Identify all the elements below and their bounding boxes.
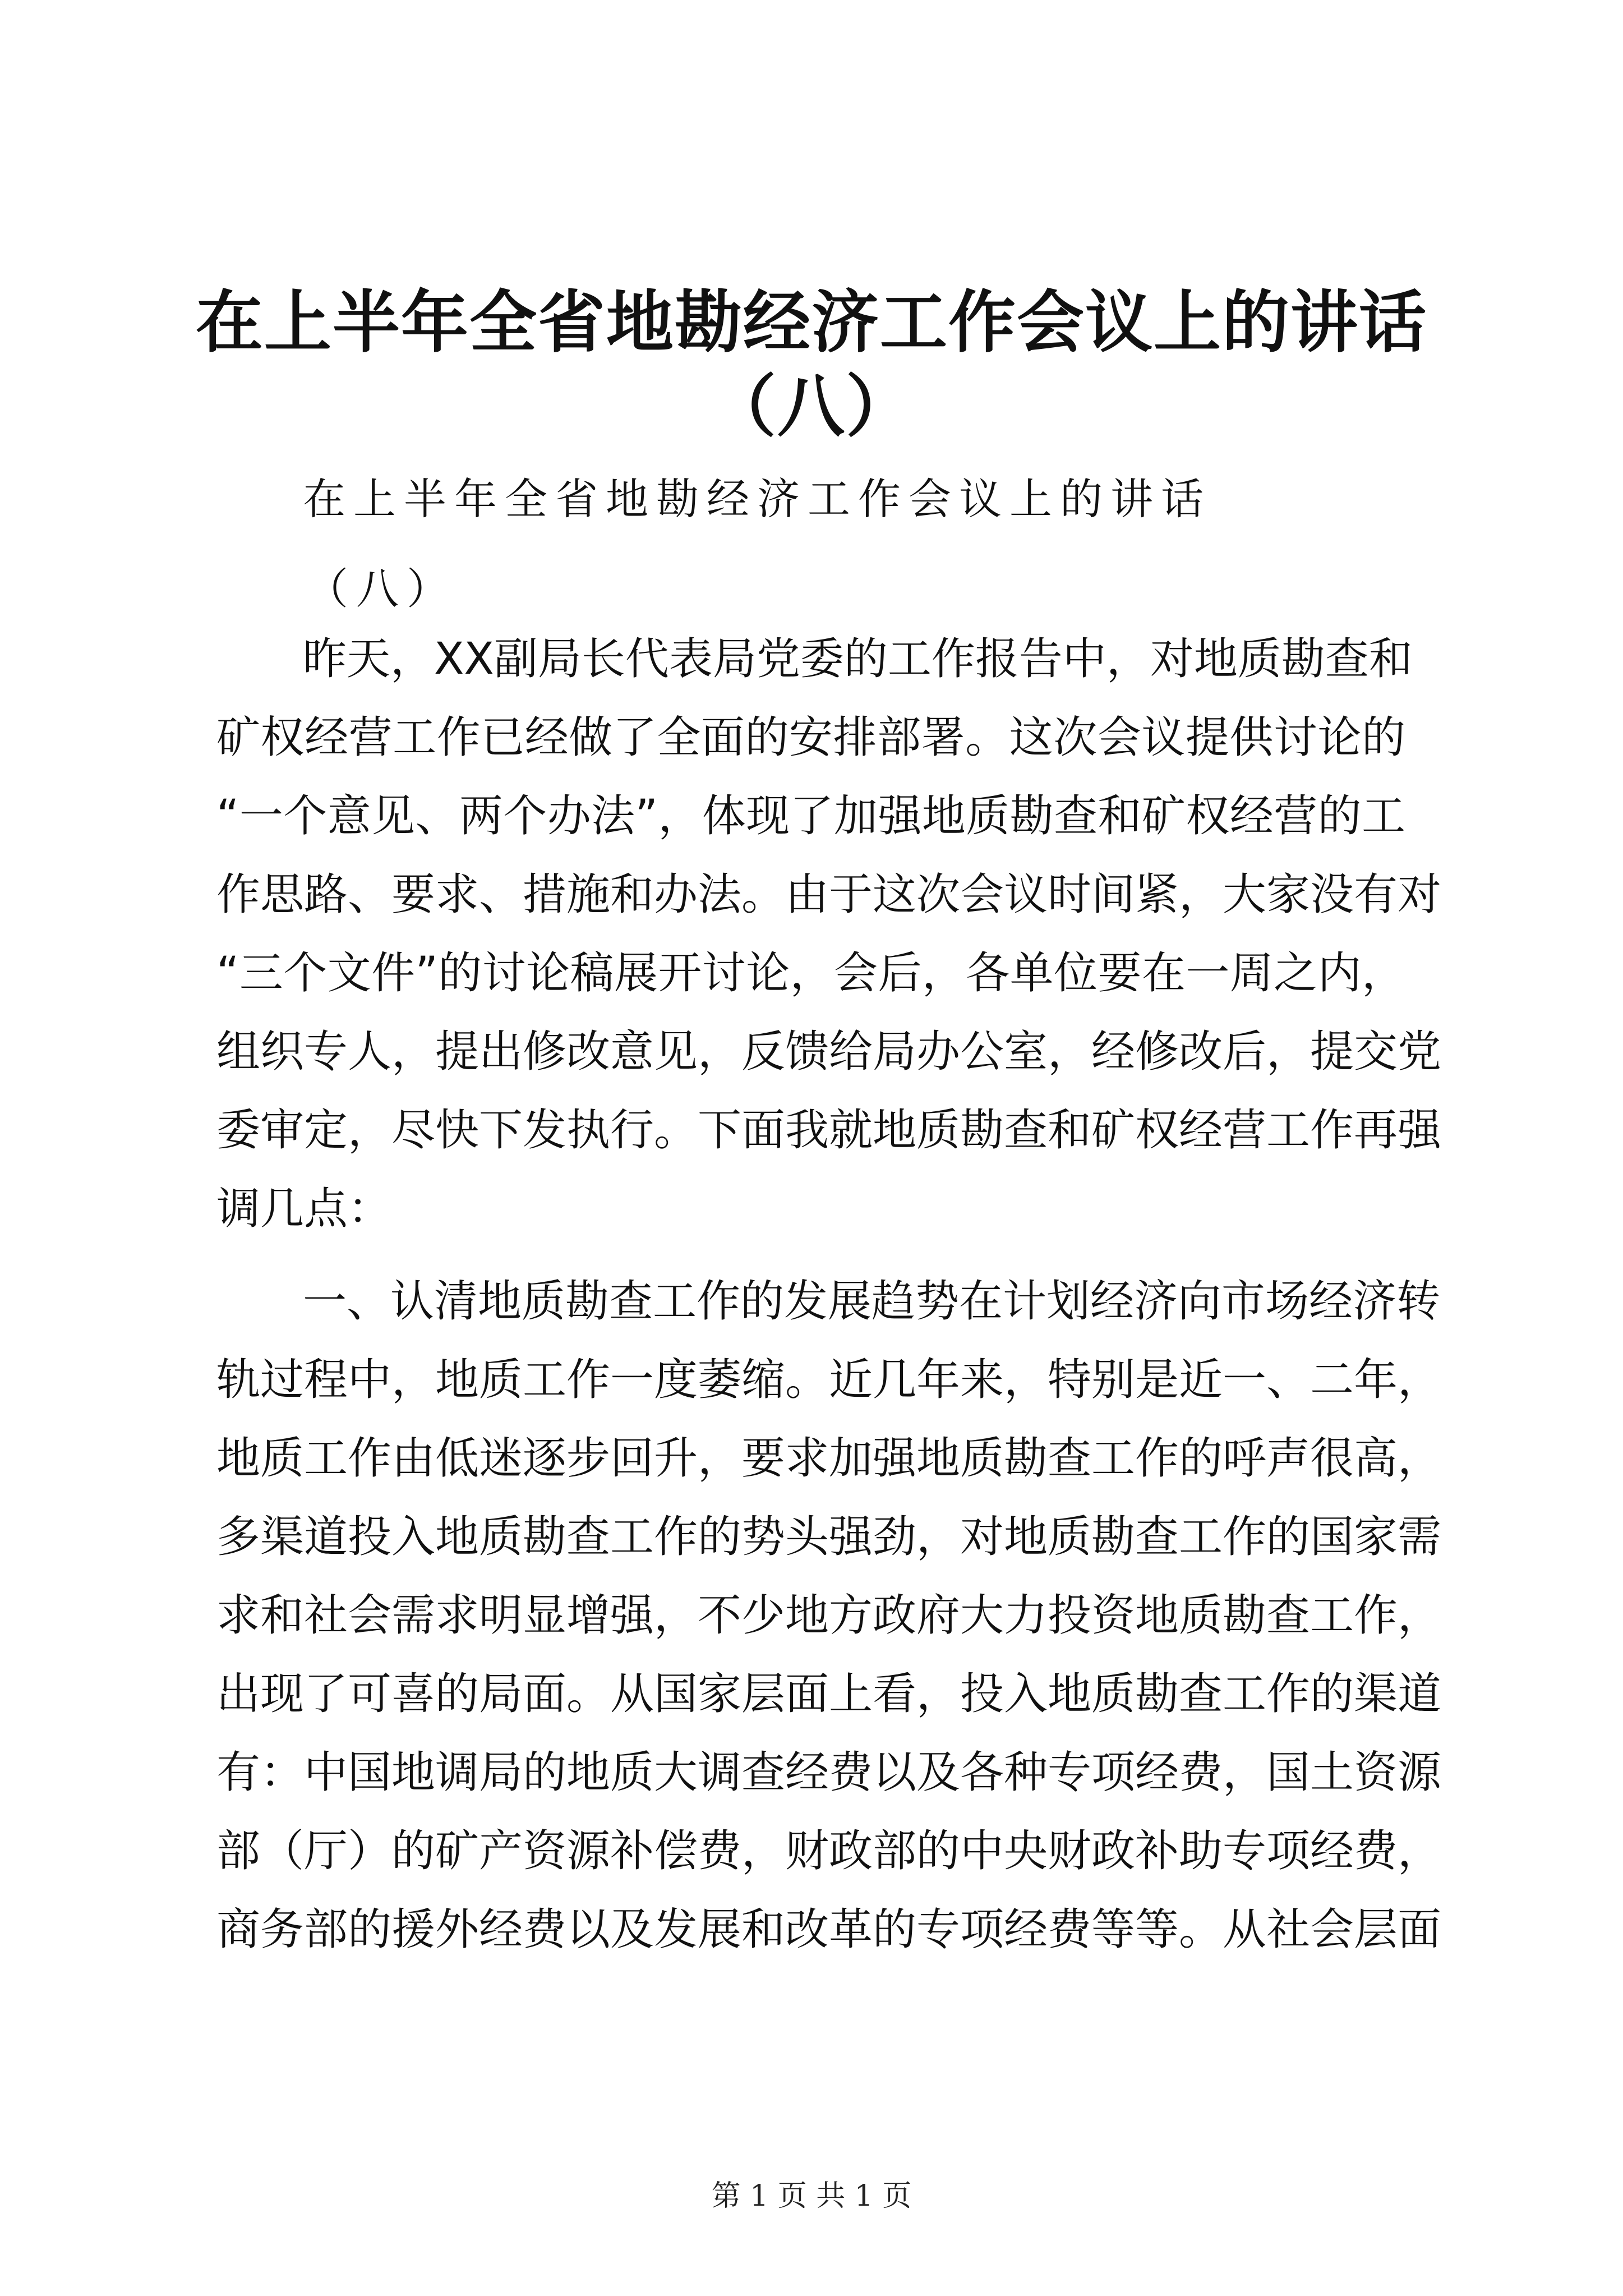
paragraph-1-line-1: 昨天，XX副局长代表局党委的工作报告中，对地质勘查和: [303, 634, 1413, 684]
paragraph-1-line-4: 作思路、要求、措施和办法。由于这次会议时间紧，大家没有对: [216, 869, 1442, 920]
subtitle-line-2: （八）: [306, 564, 457, 614]
paragraph-2-line-6: 出现了可喜的局面。从国家层面上看，投入地质勘查工作的渠道: [216, 1669, 1442, 1719]
paragraph-2-line-9: 商务部的援外经费以及发展和改革的专项经费等等。从社会层面: [216, 1904, 1442, 1955]
document-title-line-2: （八）: [709, 367, 914, 446]
paragraph-2-line-8: 部（厅）的矿产资源补偿费，财政部的中央财政补助专项经费，: [216, 1826, 1442, 1876]
paragraph-1-line-3: “一个意见、两个办法”，体现了加强地质勘查和矿权经营的工: [216, 791, 1405, 841]
paragraph-1-line-2: 矿权经营工作已经做了全面的安排部署。这次会议提供讨论的: [216, 712, 1405, 763]
paragraph-2-line-5: 求和社会需求明显增强，不少地方政府大力投资地质勘查工作，: [216, 1590, 1442, 1641]
paragraph-2-line-7: 有：中国地调局的地质大调查经费以及各种专项经费，国土资源: [216, 1747, 1442, 1798]
paragraph-1-line-5: “三个文件”的讨论稿展开讨论，会后，各单位要在一周之内，: [216, 948, 1405, 999]
paragraph-2-line-1: 一、认清地质勘查工作的发展趋势在计划经济向市场经济转: [303, 1276, 1441, 1327]
paragraph-1-line-7: 委审定，尽快下发执行。下面我就地质勘查和矿权经营工作再强: [216, 1105, 1442, 1156]
paragraph-2-line-3: 地质工作由低迷逐步回升，要求加强地质勘查工作的呼声很高，: [216, 1433, 1442, 1484]
subtitle-line-1: 在上半年全省地勘经济工作会议上的讲话: [303, 474, 1211, 524]
document-title-line-1: 在上半年全省地勘经济工作会议上的讲话: [196, 283, 1427, 362]
paragraph-2-line-2: 轨过程中，地质工作一度萎缩。近几年来，特别是近一、二年，: [216, 1355, 1442, 1405]
paragraph-1-line-6: 组织专人，提出修改意见，反馈给局办公室，经修改后，提交党: [216, 1027, 1442, 1077]
paragraph-2-line-4: 多渠道投入地质勘查工作的势头强劲，对地质勘查工作的国家需: [216, 1512, 1442, 1562]
paragraph-1-line-8: 调几点：: [216, 1184, 392, 1234]
page-footer: 第 1 页 共 1 页: [711, 2179, 912, 2213]
